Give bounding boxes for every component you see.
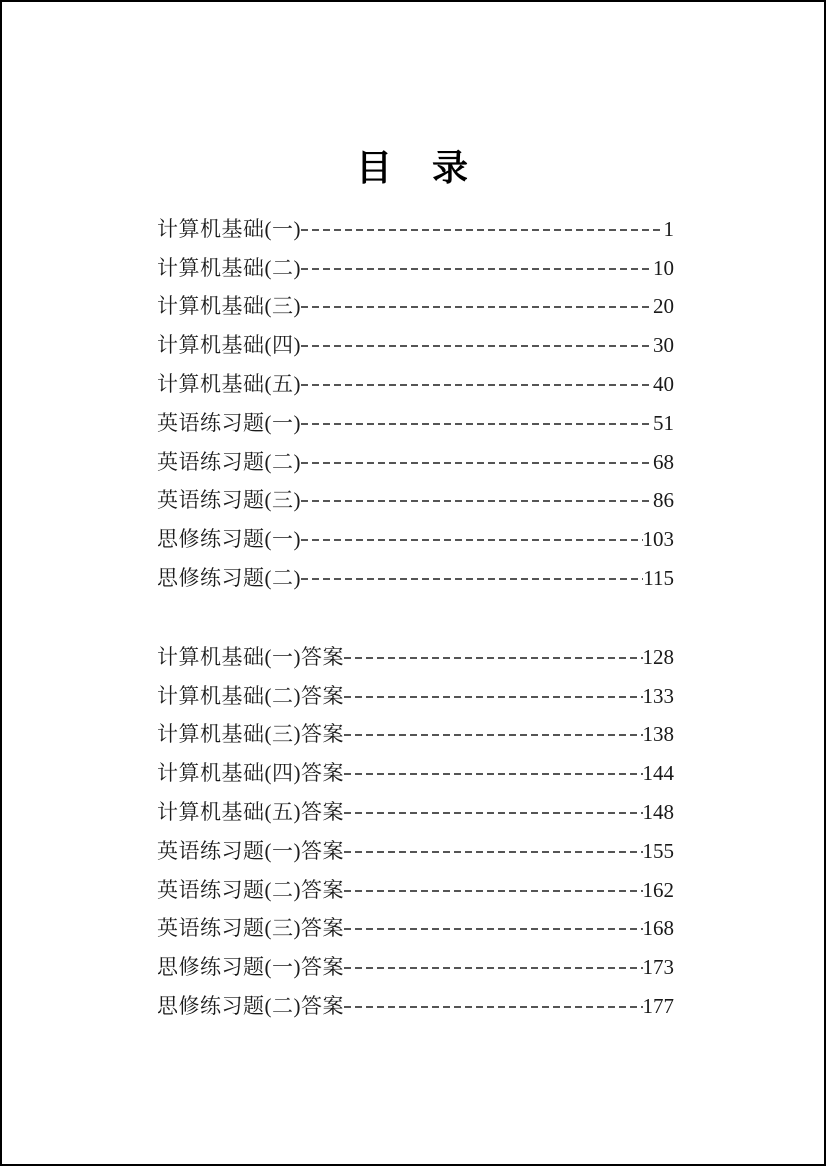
toc-entry-label: 思修练习题(二)答案 <box>157 994 344 1019</box>
toc-dash-leader <box>301 268 653 270</box>
toc-entry <box>157 210 674 249</box>
toc-page-number: 86 <box>653 488 674 513</box>
toc-entry-label: 计算机基础(五) <box>157 372 301 397</box>
toc-entry-label: 英语练习题(三) <box>157 488 301 513</box>
toc-entry <box>157 404 674 443</box>
toc-dash-leader <box>301 539 643 541</box>
toc-entry-label: 英语练习题(二) <box>157 449 301 474</box>
toc-entry <box>157 754 674 793</box>
toc-entry-label: 计算机基础(三)答案 <box>157 722 344 747</box>
toc-entry-label: 计算机基础(四)答案 <box>157 761 344 786</box>
toc-dash-leader <box>344 967 643 969</box>
toc-entry-label: 思修练习题(一) <box>157 527 301 552</box>
toc-page-number: 138 <box>642 722 674 747</box>
toc-page-number: 1 <box>663 216 674 241</box>
toc-section-gap <box>157 598 674 638</box>
toc-entry-label: 思修练习题(一)答案 <box>157 955 344 980</box>
toc-entry <box>157 832 674 871</box>
toc-page-number: 144 <box>642 761 674 786</box>
toc-entry-label: 英语练习题(一) <box>157 410 301 435</box>
toc-dash-leader <box>344 851 643 853</box>
toc-page-number: 20 <box>653 294 674 319</box>
toc-entry-label: 计算机基础(五)答案 <box>157 800 344 825</box>
toc-entry <box>157 520 674 559</box>
toc-page-number: 40 <box>653 372 674 397</box>
toc-entry-label: 英语练习题(二)答案 <box>157 877 344 902</box>
toc-dash-leader <box>344 1006 643 1008</box>
page-title: 目 录 <box>355 147 470 188</box>
toc-page-number: 155 <box>642 838 674 863</box>
toc-entry <box>157 249 674 288</box>
toc-entry-label: 计算机基础(四) <box>157 333 301 358</box>
toc-entry-label: 思修练习题(二) <box>157 566 301 591</box>
toc-dash-leader <box>301 345 653 347</box>
toc-dash-leader <box>301 462 653 464</box>
toc-dash-leader <box>301 423 653 425</box>
toc-entry-label: 计算机基础(一)答案 <box>157 644 344 669</box>
toc-entry <box>157 482 674 521</box>
toc-page-number: 103 <box>642 527 674 552</box>
toc-dash-leader <box>344 812 643 814</box>
toc-entry <box>157 677 674 716</box>
toc-dash-leader <box>344 696 643 698</box>
toc-page-number: 10 <box>653 255 674 280</box>
toc-page-number: 133 <box>642 683 674 708</box>
toc-page-number: 177 <box>642 994 674 1019</box>
toc-entry-label: 计算机基础(三) <box>157 294 301 319</box>
toc-entry-label: 英语练习题(一)答案 <box>157 838 344 863</box>
toc-page-number: 51 <box>653 410 674 435</box>
toc-entry <box>157 638 674 677</box>
toc-entry <box>157 288 674 327</box>
toc-entry-label: 计算机基础(二)答案 <box>157 683 344 708</box>
toc-entry <box>157 948 674 987</box>
toc-entry <box>157 793 674 832</box>
toc-dash-leader <box>344 928 643 930</box>
toc-entry <box>157 559 674 598</box>
toc-entry-label: 英语练习题(三)答案 <box>157 916 344 941</box>
toc-page-number: 168 <box>642 916 674 941</box>
toc-dash-leader <box>301 306 653 308</box>
toc-entry <box>157 326 674 365</box>
toc-entry <box>157 871 674 910</box>
toc-list <box>157 210 674 1026</box>
toc-page-number: 30 <box>653 333 674 358</box>
toc-page-number: 128 <box>642 644 674 669</box>
toc-dash-leader <box>344 773 643 775</box>
toc-entry <box>157 987 674 1026</box>
toc-page-number: 115 <box>643 566 674 591</box>
toc-dash-leader <box>301 384 653 386</box>
toc-entry-label: 计算机基础(一) <box>157 216 301 241</box>
toc-page-number: 68 <box>653 449 674 474</box>
toc-entry-label: 计算机基础(二) <box>157 255 301 280</box>
toc-dash-leader <box>344 657 643 659</box>
toc-dash-leader <box>344 734 643 736</box>
toc-page-number: 173 <box>642 955 674 980</box>
toc-dash-leader <box>301 578 643 580</box>
toc-entry <box>157 716 674 755</box>
toc-dash-leader <box>344 890 643 892</box>
toc-dash-leader <box>301 229 664 231</box>
toc-entry <box>157 365 674 404</box>
toc-entry <box>157 910 674 949</box>
toc-page-number: 162 <box>642 877 674 902</box>
toc-dash-leader <box>301 500 653 502</box>
toc-entry <box>157 443 674 482</box>
toc-page-number: 148 <box>642 800 674 825</box>
